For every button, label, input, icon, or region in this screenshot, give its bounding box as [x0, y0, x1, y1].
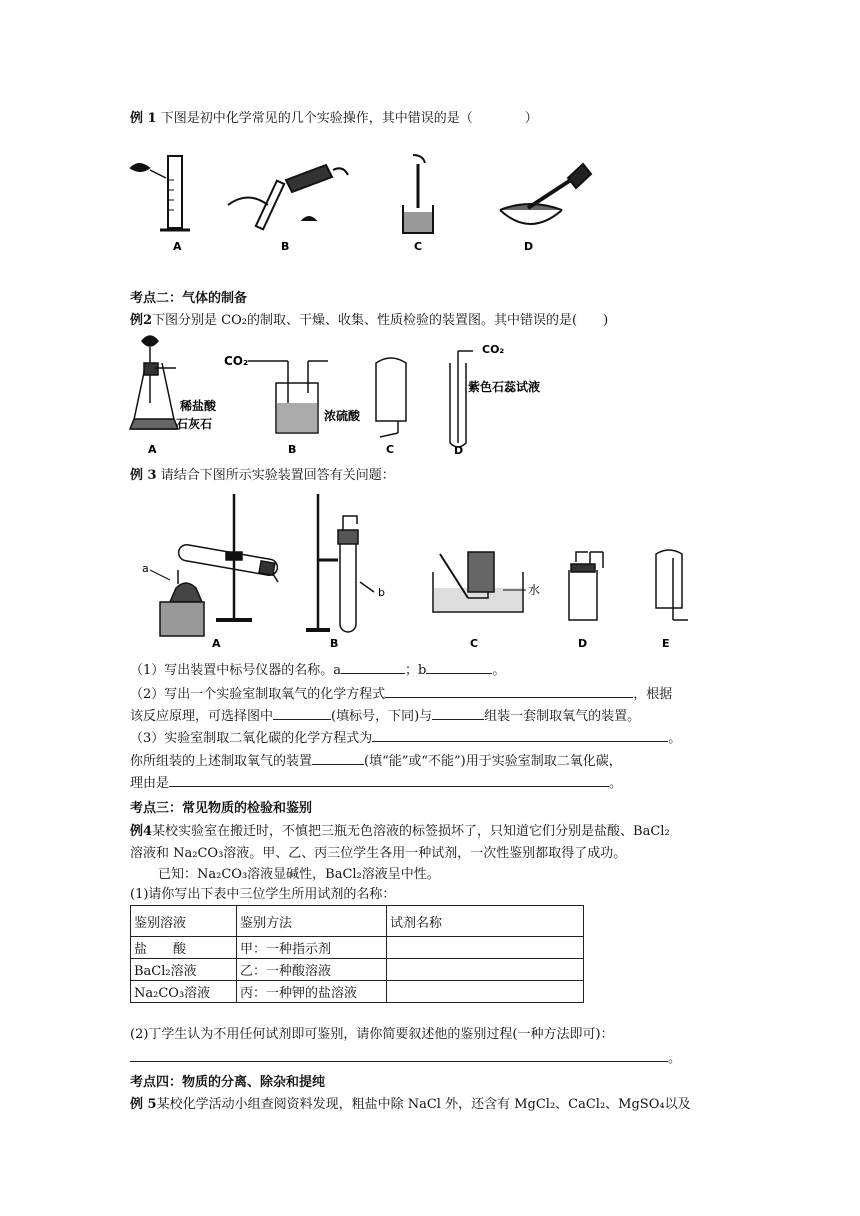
ex3-fig-b: [306, 494, 374, 632]
ex3-fig-label-d: D: [578, 637, 588, 650]
table-header-cell: 鉴别方法: [237, 906, 387, 937]
ex3-q1-text: （1）写出装置中标号仪器的名称。a: [130, 663, 342, 678]
ex3-q3a-end: 。: [668, 731, 682, 746]
ex4-known: 已知：Na₂CO₃溶液显碱性，BaCl₂溶液呈中性。: [158, 867, 440, 882]
table-cell: 甲：一种指示剂: [237, 937, 387, 959]
ex3-question: [130, 467, 395, 485]
ex4-q1: (1)请你写出下表中三位学生所用试剂的名称：: [130, 887, 396, 902]
ex3-q2b-text1: 该反应原理，可选择图中: [130, 709, 274, 724]
ex1-fig-label-b: B: [281, 240, 290, 253]
ex2-label-litmus: 紫色石蕊试液: [468, 380, 541, 394]
ex2-fig-b: [248, 361, 328, 433]
ex3-q3c-end: 。: [609, 776, 623, 791]
ex2-question: [130, 312, 608, 330]
ex1-fig-a: [131, 156, 190, 230]
ex3-fig-a: [160, 494, 279, 636]
ex1-label: 例 1: [130, 111, 157, 126]
ex1-question: [130, 110, 538, 128]
ex3-q3-blank-can[interactable]: [312, 751, 364, 765]
kd4-title: 考点四：物质的分离、除杂和提纯: [130, 1075, 326, 1090]
ex4-q2-end: 。: [668, 1051, 682, 1066]
ex3-figure: [128, 492, 708, 652]
table-cell: BaCl₂溶液: [131, 959, 237, 981]
ex2-fig-a: [130, 336, 178, 429]
ex1-fig-label-d: D: [524, 240, 534, 253]
ex3-fig-d: [569, 552, 603, 620]
ex4-table: [130, 905, 584, 1003]
ex4-q2-answer: [130, 1048, 681, 1068]
ex3-q2b: [130, 706, 640, 726]
table-header-row: [131, 906, 584, 937]
ex5-text: 某校化学活动小组查阅资料发现，粗盐中除 NaCl 外，还含有 MgCl₂、CaCl₂、MgSO₄以及: [156, 1097, 691, 1112]
ex3-text: 请结合下图所示实验装置回答有关问题：: [160, 468, 395, 483]
ex2-fig-label-b: B: [288, 443, 297, 456]
ex4-line1: [130, 823, 670, 841]
ex3-q1: [130, 660, 505, 680]
ex5-label: 例 5: [130, 1097, 157, 1112]
ex3-q3-blank-eq[interactable]: [372, 728, 668, 742]
ex3-q3b: [130, 751, 622, 771]
ex2-label-co2d: CO₂: [482, 343, 505, 356]
ex3-q2-blank-select[interactable]: [273, 706, 331, 720]
kd3-title: 考点三：常见物质的检验和鉴别: [130, 801, 313, 816]
ex3-q1-blank-b[interactable]: [426, 660, 492, 674]
ex3-q1-blank-a[interactable]: [341, 660, 405, 674]
ex3-fig-water: 水: [528, 583, 541, 597]
ex3-q2a: [130, 684, 672, 704]
ex3-q2-blank-eq[interactable]: [385, 684, 633, 698]
ex2-figure: [128, 333, 541, 458]
ex1-figure: [128, 150, 608, 255]
ex4-label: 例4: [130, 824, 153, 839]
ex4-line2: 溶液和 Na₂CO₃溶液。甲、乙、丙三位学生各用一种试剂，一次性鉴别都取得了成功。: [130, 846, 627, 861]
ex3-fig-c: [433, 552, 526, 612]
ex3-fig-label-e: E: [662, 637, 670, 650]
table-header-cell: 鉴别溶液: [131, 906, 237, 937]
ex3-q3c: [130, 773, 622, 793]
ex2-fig-label-c: C: [386, 443, 395, 456]
ex1-fig-label-a: A: [173, 240, 182, 253]
ex1-fig-d: [500, 164, 591, 224]
ex3-q1b-text: ；b: [405, 663, 427, 678]
table-cell: 丙：一种钾的盐溶液: [237, 981, 387, 1003]
ex3-q2a-end: ，根据: [633, 687, 673, 702]
ex2-fig-label-a: A: [148, 443, 157, 456]
answer-cell[interactable]: [387, 959, 584, 981]
ex4-q2: (2)丁学生认为不用任何试剂即可鉴别，请你简要叙述他的鉴别过程(一种方法即可)：: [130, 1027, 614, 1042]
table-row: [131, 981, 584, 1003]
ex3-q2b-text2: (填标号，下同)与: [331, 709, 433, 724]
answer-cell[interactable]: [387, 981, 584, 1003]
ex3-label: 例 3: [130, 468, 157, 483]
table-row: [131, 937, 584, 959]
ex2-label-hcl: 稀盐酸: [180, 399, 217, 413]
ex2-label-co2: CO₂: [224, 354, 249, 368]
ex4-text1: 某校实验室在搬迁时，不慎把三瓶无色溶液的标签损坏了，只知道它们分别是盐酸、BaCl₂: [152, 824, 670, 839]
ex3-q2b-text3: 组装一套制取氧气的装置。: [484, 709, 641, 724]
ex3-q3a: [130, 728, 681, 748]
ex3-q3a-text: （3）实验室制取二氧化碳的化学方程式为: [130, 731, 373, 746]
ex1-fig-label-c: C: [414, 240, 423, 253]
ex1-fig-c: [403, 155, 433, 233]
ex4-q2-blank[interactable]: [130, 1048, 668, 1062]
ex2-label: 例2: [130, 313, 153, 328]
ex3-q2a-text: （2）写出一个实验室制取氧气的化学方程式: [130, 687, 386, 702]
ex3-fig-a-label: a: [142, 562, 149, 575]
table-row: [131, 959, 584, 981]
ex2-fig-d: [450, 351, 473, 447]
ex3-q3-blank-reason[interactable]: [169, 773, 609, 787]
ex2-fig-label-d: D: [454, 444, 464, 457]
ex5-question: [130, 1096, 691, 1114]
table-cell: 乙：一种酸溶液: [237, 959, 387, 981]
table-cell: Na₂CO₃溶液: [131, 981, 237, 1003]
ex3-fig-label-a: A: [212, 637, 221, 650]
ex3-q1-end: 。: [492, 663, 506, 678]
ex3-fig-e: [656, 550, 688, 620]
ex3-q3c-text: 理由是: [130, 776, 170, 791]
ex2-label-acid: 浓硫酸: [324, 409, 361, 423]
ex3-q2-blank-combine[interactable]: [432, 706, 484, 720]
answer-cell[interactable]: [387, 937, 584, 959]
ex2-text: 下图分别是 CO₂的制取、干燥、收集、性质检验的装置图。其中错误的是( ): [152, 313, 609, 328]
ex2-fig-c: [376, 358, 406, 437]
ex3-fig-label-b: B: [330, 637, 339, 650]
ex2-label-stone: 石灰石: [176, 417, 213, 431]
table-header-cell: 试剂名称: [387, 906, 584, 937]
ex1-fig-b: [228, 165, 348, 229]
table-cell: 盐 酸: [131, 937, 237, 959]
ex3-q3b-text2: (填“能”或“不能”)用于实验室制取二氧化碳，: [364, 754, 622, 769]
ex3-fig-label-c: C: [470, 637, 479, 650]
ex1-text: 下图是初中化学常见的几个实验操作，其中错误的是（ ）: [160, 111, 538, 126]
kd2-title: 考点二：气体的制备: [130, 291, 248, 306]
ex3-q3b-text1: 你所组装的上述制取氧气的装置: [130, 754, 313, 769]
ex3-fig-b-label: b: [378, 586, 385, 599]
